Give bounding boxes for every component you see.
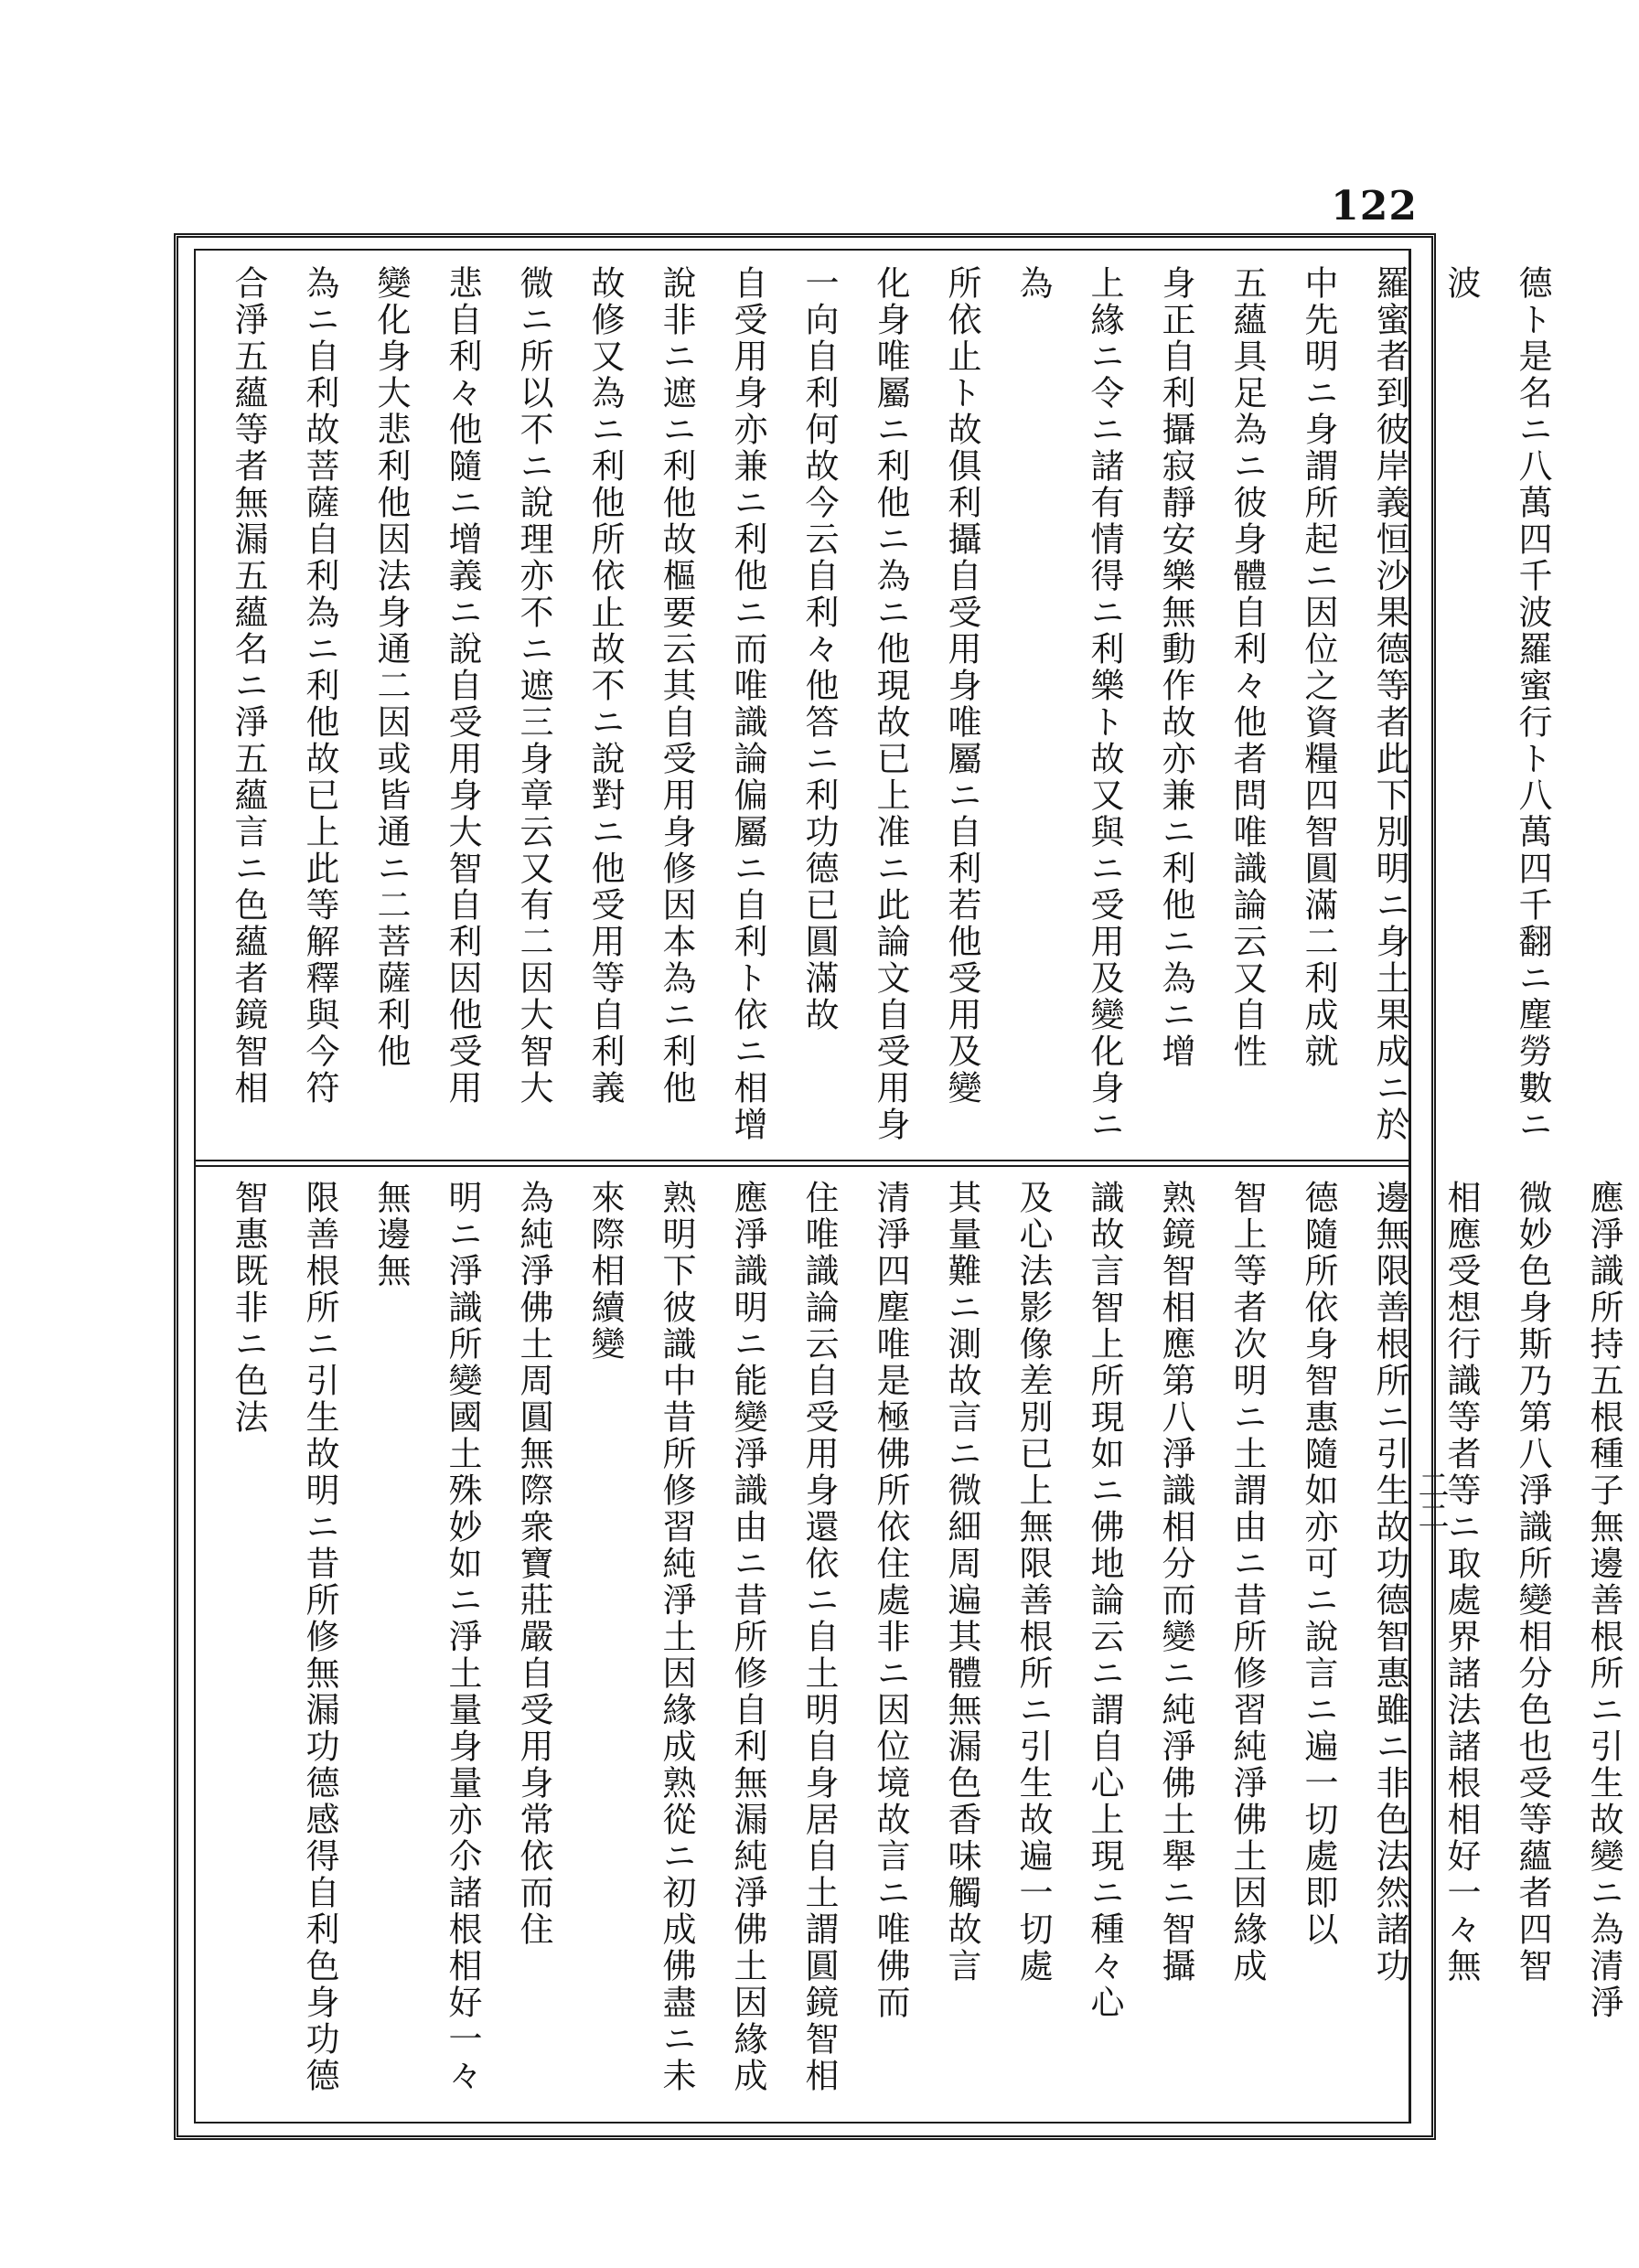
panel-divider bbox=[194, 1160, 1410, 1167]
panel-bottom-text: 應淨識所持五根種子無邊善根所ニ引生故變ニ為清淨 微妙色身斯乃第八淨識所變相分色也受等蘊者四智 相應受想行識等者等ニ取處界諸法諸根相好一々無 邊無限善根所ニ引生故功德智惠雖ニ非色法然諸功 德隨所依身智惠隨如亦可ニ說言ニ遍一切處即以 智上等者次明ニ土謂由ニ昔所修習純淨佛土因緣成 熟鏡智相應第八淨識相分而變ニ純淨佛土舉ニ智攝 識故言智上所現如ニ佛地論云ニ謂自心上現ニ種々心 及心法影像差別已上無限善根所ニ引生故遍一切處 其量難ニ測故言ニ微細周遍其體無漏色香味觸故言 清淨四塵唯是極佛所依住處非ニ因位境故言ニ唯佛而 住唯識論云自受用身還依ニ自土明自身居自土謂圓鏡智相 應淨識明ニ能變淨識由ニ昔所修自利無漏純淨佛土因緣成 熟明下彼識中昔所修習純淨土因緣成熟從ニ初成佛盡ニ未來際相續變 為純淨佛土周圓無際衆寶莊嚴自受用身常依而住 明ニ淨識所變國土殊妙如ニ淨土量身量亦尒諸根相好一々無邊無 限善根所ニ引生故明ニ昔所修無漏功德感得自利色身功德智惠既非ニ色法 bbox=[229, 1180, 1623, 2094]
page-number: 122 bbox=[1331, 183, 1418, 230]
side-margin-mark: 二二 bbox=[1412, 1469, 1449, 1531]
panel-top-text: 德ト是名ニ八萬四千波羅蜜行ト八萬四千翻ニ塵勞數ニ波 羅蜜者到彼岸義恒沙果德等者此下別明ニ身土果成ニ於 中先明ニ身謂所起ニ因位之資糧四智圓滿二利成就 五蘊具足為ニ彼身體自利々他者問唯識論云又自性 身正自利攝寂靜安樂無動作故亦兼ニ利他ニ為ニ增 上緣ニ令ニ諸有情得ニ利樂ト故又與ニ受用及變化身ニ為 所依止ト故俱利攝自受用身唯屬ニ自利若他受用及變 化身唯屬ニ利他ニ為ニ他現故已上准ニ此論文自受用身 一向自利何故今云自利々他答ニ利功德已圓滿故 自受用身亦兼ニ利他ニ而唯識論偏屬ニ自利ト依ニ相增 說非ニ遮ニ利他故樞要云其自受用身修因本為ニ利他 故修又為ニ利他所依止故不ニ說對ニ他受用等自利義 微ニ所以不ニ說理亦不ニ遮三身章云又有二因大智大 悲自利々他隨ニ增義ニ說自受用身大智自利因他受用 變化身大悲利他因法身通二因或皆通ニ二菩薩利他 為ニ自利故菩薩自利為ニ利他故已上此等解釋與今符 合淨五蘊等者無漏五蘊名ニ淨五蘊言ニ色蘊者鏡智相 bbox=[229, 265, 1552, 1143]
text-panel-top bbox=[212, 265, 1552, 1143]
